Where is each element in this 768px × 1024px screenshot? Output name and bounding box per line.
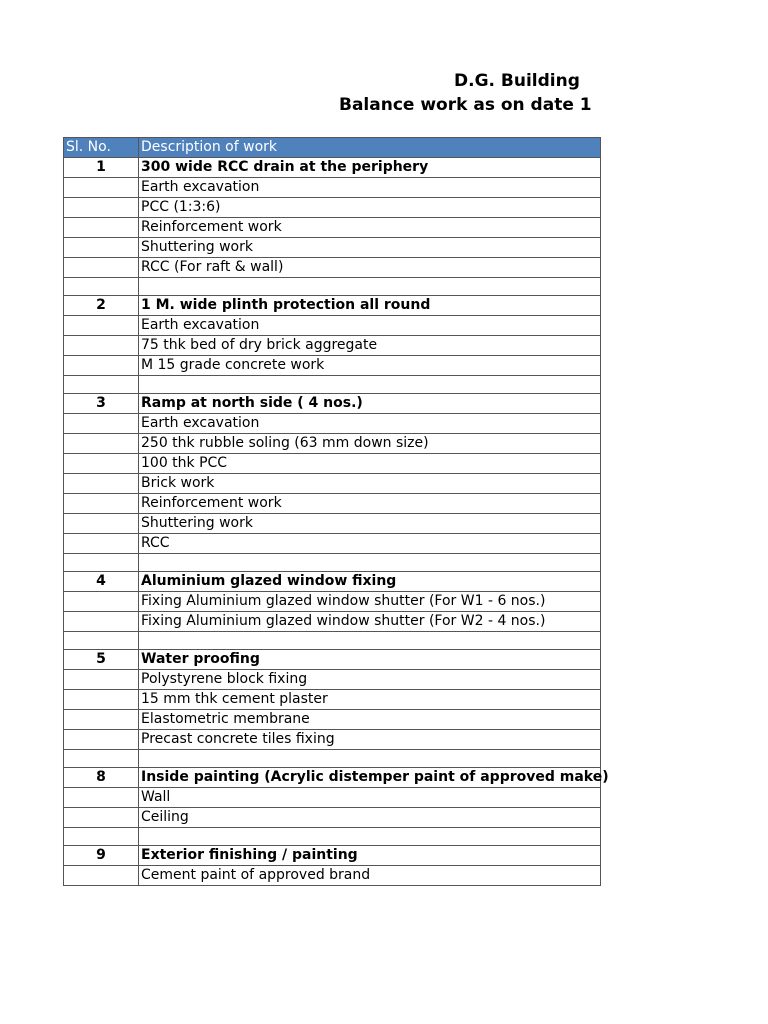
description-cell: Exterior finishing / painting <box>139 846 601 866</box>
description-cell: Ramp at north side ( 4 nos.) <box>139 394 601 414</box>
description-cell: RCC (For raft & wall) <box>139 258 601 278</box>
item-row <box>64 846 601 866</box>
sl-no-cell <box>64 198 139 218</box>
description-cell: Water proofing <box>139 650 601 670</box>
sl-no-cell <box>64 258 139 278</box>
item-row <box>64 572 601 592</box>
table-row <box>64 474 601 494</box>
item-row <box>64 394 601 414</box>
description-cell: Aluminium glazed window fixing <box>139 572 601 592</box>
sl-no-cell: 5 <box>64 650 139 670</box>
description-cell: Ceiling <box>139 808 601 828</box>
table-row <box>64 534 601 554</box>
sl-no-cell <box>64 434 139 454</box>
table-row <box>64 710 601 730</box>
sl-no-cell: 1 <box>64 158 139 178</box>
table-row <box>64 218 601 238</box>
sl-no-cell <box>64 474 139 494</box>
description-cell: Earth excavation <box>139 414 601 434</box>
item-row <box>64 768 601 788</box>
document-title: D.G. Building <box>454 71 580 91</box>
table-row <box>64 808 601 828</box>
sl-no-cell: 8 <box>64 768 139 788</box>
description-cell: 1 M. wide plinth protection all round <box>139 296 601 316</box>
item-row <box>64 296 601 316</box>
sl-no-cell <box>64 336 139 356</box>
document-subtitle: Balance work as on date 1 <box>339 95 592 115</box>
sl-no-cell: 2 <box>64 296 139 316</box>
sl-no-cell <box>64 178 139 198</box>
sl-no-cell: 3 <box>64 394 139 414</box>
description-cell: Reinforcement work <box>139 218 601 238</box>
table-row <box>64 612 601 632</box>
description-cell: Earth excavation <box>139 316 601 336</box>
sl-no-cell <box>64 710 139 730</box>
blank-row <box>64 828 601 846</box>
description-cell: Fixing Aluminium glazed window shutter (For W2 - 4 nos.) <box>139 612 601 632</box>
table-row <box>64 258 601 278</box>
description-cell: Reinforcement work <box>139 494 601 514</box>
description-cell: 300 wide RCC drain at the periphery <box>139 158 601 178</box>
description-cell: Fixing Aluminium glazed window shutter (For W1 - 6 nos.) <box>139 592 601 612</box>
sl-no-cell <box>64 514 139 534</box>
table-row <box>64 316 601 336</box>
table-row <box>64 336 601 356</box>
description-cell: PCC (1:3:6) <box>139 198 601 218</box>
sl-no-cell <box>64 750 139 768</box>
description-cell <box>139 632 601 650</box>
sl-no-cell <box>64 592 139 612</box>
description-cell <box>139 376 601 394</box>
sl-no-cell <box>64 670 139 690</box>
table-row <box>64 788 601 808</box>
table-row <box>64 434 601 454</box>
description-cell: Polystyrene block fixing <box>139 670 601 690</box>
blank-row <box>64 376 601 394</box>
sl-no-cell <box>64 690 139 710</box>
description-cell: Earth excavation <box>139 178 601 198</box>
description-cell: 75 thk bed of dry brick aggregate <box>139 336 601 356</box>
description-cell <box>139 828 601 846</box>
sl-no-cell <box>64 278 139 296</box>
sl-no-cell <box>64 788 139 808</box>
header-sl-no: Sl. No. <box>64 138 139 158</box>
description-cell <box>139 554 601 572</box>
sl-no-cell <box>64 866 139 886</box>
table-row <box>64 592 601 612</box>
sl-no-cell <box>64 238 139 258</box>
table-row <box>64 414 601 434</box>
sl-no-cell <box>64 554 139 572</box>
description-cell: Cement paint of approved brand <box>139 866 601 886</box>
table-row <box>64 866 601 886</box>
blank-row <box>64 632 601 650</box>
sl-no-cell: 4 <box>64 572 139 592</box>
table-row <box>64 238 601 258</box>
description-cell: M 15 grade concrete work <box>139 356 601 376</box>
sl-no-cell <box>64 534 139 554</box>
header-description: Description of work <box>139 138 601 158</box>
description-cell <box>139 750 601 768</box>
sl-no-cell <box>64 376 139 394</box>
table-row <box>64 178 601 198</box>
description-cell: Shuttering work <box>139 514 601 534</box>
table-row <box>64 494 601 514</box>
table-row <box>64 514 601 534</box>
table-body <box>64 158 609 886</box>
blank-row <box>64 554 601 572</box>
blank-row <box>64 750 601 768</box>
item-row <box>64 650 601 670</box>
description-cell: Brick work <box>139 474 601 494</box>
sl-no-cell <box>64 828 139 846</box>
table-row <box>64 690 601 710</box>
sl-no-cell <box>64 730 139 750</box>
sl-no-cell <box>64 808 139 828</box>
description-cell <box>139 278 601 296</box>
description-cell: 100 thk PCC <box>139 454 601 474</box>
sl-no-cell <box>64 454 139 474</box>
description-cell: Shuttering work <box>139 238 601 258</box>
description-cell: RCC <box>139 534 601 554</box>
sl-no-cell <box>64 218 139 238</box>
sl-no-cell <box>64 612 139 632</box>
description-cell: 250 thk rubble soling (63 mm down size) <box>139 434 601 454</box>
sl-no-cell <box>64 316 139 336</box>
description-cell: Precast concrete tiles fixing <box>139 730 601 750</box>
table-row <box>64 730 601 750</box>
description-cell: Inside painting (Acrylic distemper paint of approved make) <box>139 768 601 788</box>
sl-no-cell <box>64 414 139 434</box>
table-row <box>64 454 601 474</box>
description-cell: Elastometric membrane <box>139 710 601 730</box>
header-row <box>64 138 601 158</box>
sl-no-cell <box>64 632 139 650</box>
work-table <box>63 137 609 886</box>
table-row <box>64 356 601 376</box>
table-row <box>64 670 601 690</box>
blank-row <box>64 278 601 296</box>
sl-no-cell: 9 <box>64 846 139 866</box>
item-row <box>64 158 601 178</box>
sl-no-cell <box>64 494 139 514</box>
description-cell: Wall <box>139 788 601 808</box>
description-cell: 15 mm thk cement plaster <box>139 690 601 710</box>
table-row <box>64 198 601 218</box>
sl-no-cell <box>64 356 139 376</box>
